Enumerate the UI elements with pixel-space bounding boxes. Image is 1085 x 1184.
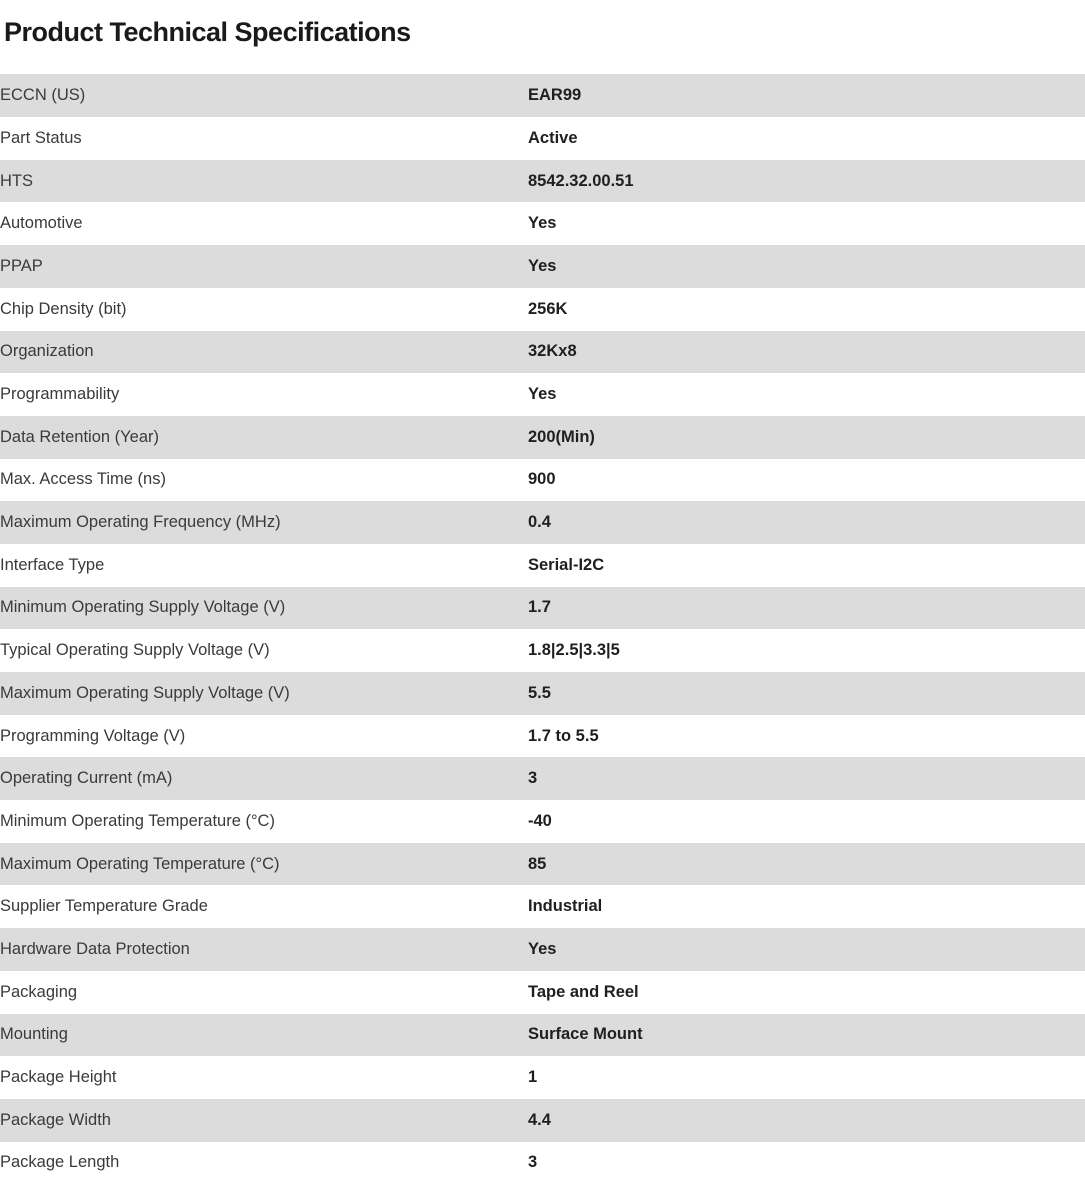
spec-value: Surface Mount <box>528 1025 643 1044</box>
spec-label: Minimum Operating Supply Voltage (V) <box>0 598 286 617</box>
spec-label: Programming Voltage (V) <box>0 726 186 745</box>
spec-label: Data Retention (Year) <box>0 427 159 446</box>
table-row <box>0 160 1085 203</box>
table-row <box>0 928 1085 971</box>
spec-label: Hardware Data Protection <box>0 939 190 958</box>
table-row <box>0 1014 1085 1057</box>
spec-label: ECCN (US) <box>0 86 86 105</box>
spec-label: Part Status <box>0 128 82 147</box>
table-row <box>0 117 1085 160</box>
spec-value: 1.7 <box>528 598 551 617</box>
spec-label: Organization <box>0 342 94 361</box>
spec-value: 4.4 <box>528 1110 551 1129</box>
spec-label: Interface Type <box>0 555 105 574</box>
spec-label: Chip Density (bit) <box>0 299 127 318</box>
spec-label: Programmability <box>0 385 120 404</box>
table-row <box>0 501 1085 544</box>
spec-value: Industrial <box>528 897 603 916</box>
page-title: Product Technical Specifications <box>4 17 411 47</box>
table-row <box>0 1142 1085 1184</box>
spec-label: Package Height <box>0 1068 117 1087</box>
table-row <box>0 885 1085 928</box>
table-row <box>0 245 1085 288</box>
table-row <box>0 74 1085 117</box>
table-row <box>0 587 1085 630</box>
table-row <box>0 459 1085 502</box>
spec-label: Maximum Operating Temperature (°C) <box>0 854 280 873</box>
table-row <box>0 544 1085 587</box>
spec-value: Yes <box>528 939 557 958</box>
table-row <box>0 416 1085 459</box>
spec-value: 1.7 to 5.5 <box>528 726 599 745</box>
spec-label: Max. Access Time (ns) <box>0 470 166 489</box>
spec-label: Maximum Operating Frequency (MHz) <box>0 513 281 532</box>
spec-value: Yes <box>528 385 557 404</box>
spec-value: Serial-I2C <box>528 555 605 574</box>
spec-label: Package Length <box>0 1153 120 1172</box>
table-row <box>0 757 1085 800</box>
spec-value: 3 <box>528 1153 538 1172</box>
spec-value: 1 <box>528 1068 538 1087</box>
spec-value: 85 <box>528 854 547 873</box>
spec-label: Minimum Operating Temperature (°C) <box>0 811 275 830</box>
spec-value: Tape and Reel <box>528 982 639 1001</box>
table-row <box>0 672 1085 715</box>
spec-label: Typical Operating Supply Voltage (V) <box>0 641 270 660</box>
specifications-table <box>0 74 1085 1184</box>
table-row <box>0 331 1085 374</box>
spec-value: 3 <box>528 769 538 788</box>
spec-value: 5.5 <box>528 683 551 702</box>
table-row <box>0 843 1085 886</box>
spec-label: Operating Current (mA) <box>0 769 173 788</box>
table-row <box>0 629 1085 672</box>
table-row <box>0 800 1085 843</box>
spec-label: HTS <box>0 171 33 190</box>
spec-label: PPAP <box>0 256 43 275</box>
spec-label: Automotive <box>0 214 83 233</box>
table-row <box>0 1056 1085 1099</box>
spec-value: Active <box>528 128 578 147</box>
spec-label: Maximum Operating Supply Voltage (V) <box>0 683 290 702</box>
spec-value: Yes <box>528 214 557 233</box>
spec-value: 256K <box>528 299 568 318</box>
table-row <box>0 715 1085 758</box>
spec-value: EAR99 <box>528 86 582 105</box>
spec-label: Packaging <box>0 982 78 1001</box>
table-row <box>0 1099 1085 1142</box>
spec-value: -40 <box>528 811 552 830</box>
spec-value: 1.8|2.5|3.3|5 <box>528 641 620 660</box>
table-row <box>0 202 1085 245</box>
spec-label: Package Width <box>0 1110 111 1129</box>
spec-value: Yes <box>528 256 557 275</box>
spec-value: 200(Min) <box>528 427 595 446</box>
spec-value: 32Kx8 <box>528 342 577 361</box>
spec-label: Supplier Temperature Grade <box>0 897 208 916</box>
specifications-table-body <box>0 74 1085 1184</box>
table-row <box>0 971 1085 1014</box>
table-row <box>0 373 1085 416</box>
spec-value: 900 <box>528 470 556 489</box>
spec-label: Mounting <box>0 1025 68 1044</box>
table-row <box>0 288 1085 331</box>
spec-value: 0.4 <box>528 513 551 532</box>
spec-value: 8542.32.00.51 <box>528 171 634 190</box>
